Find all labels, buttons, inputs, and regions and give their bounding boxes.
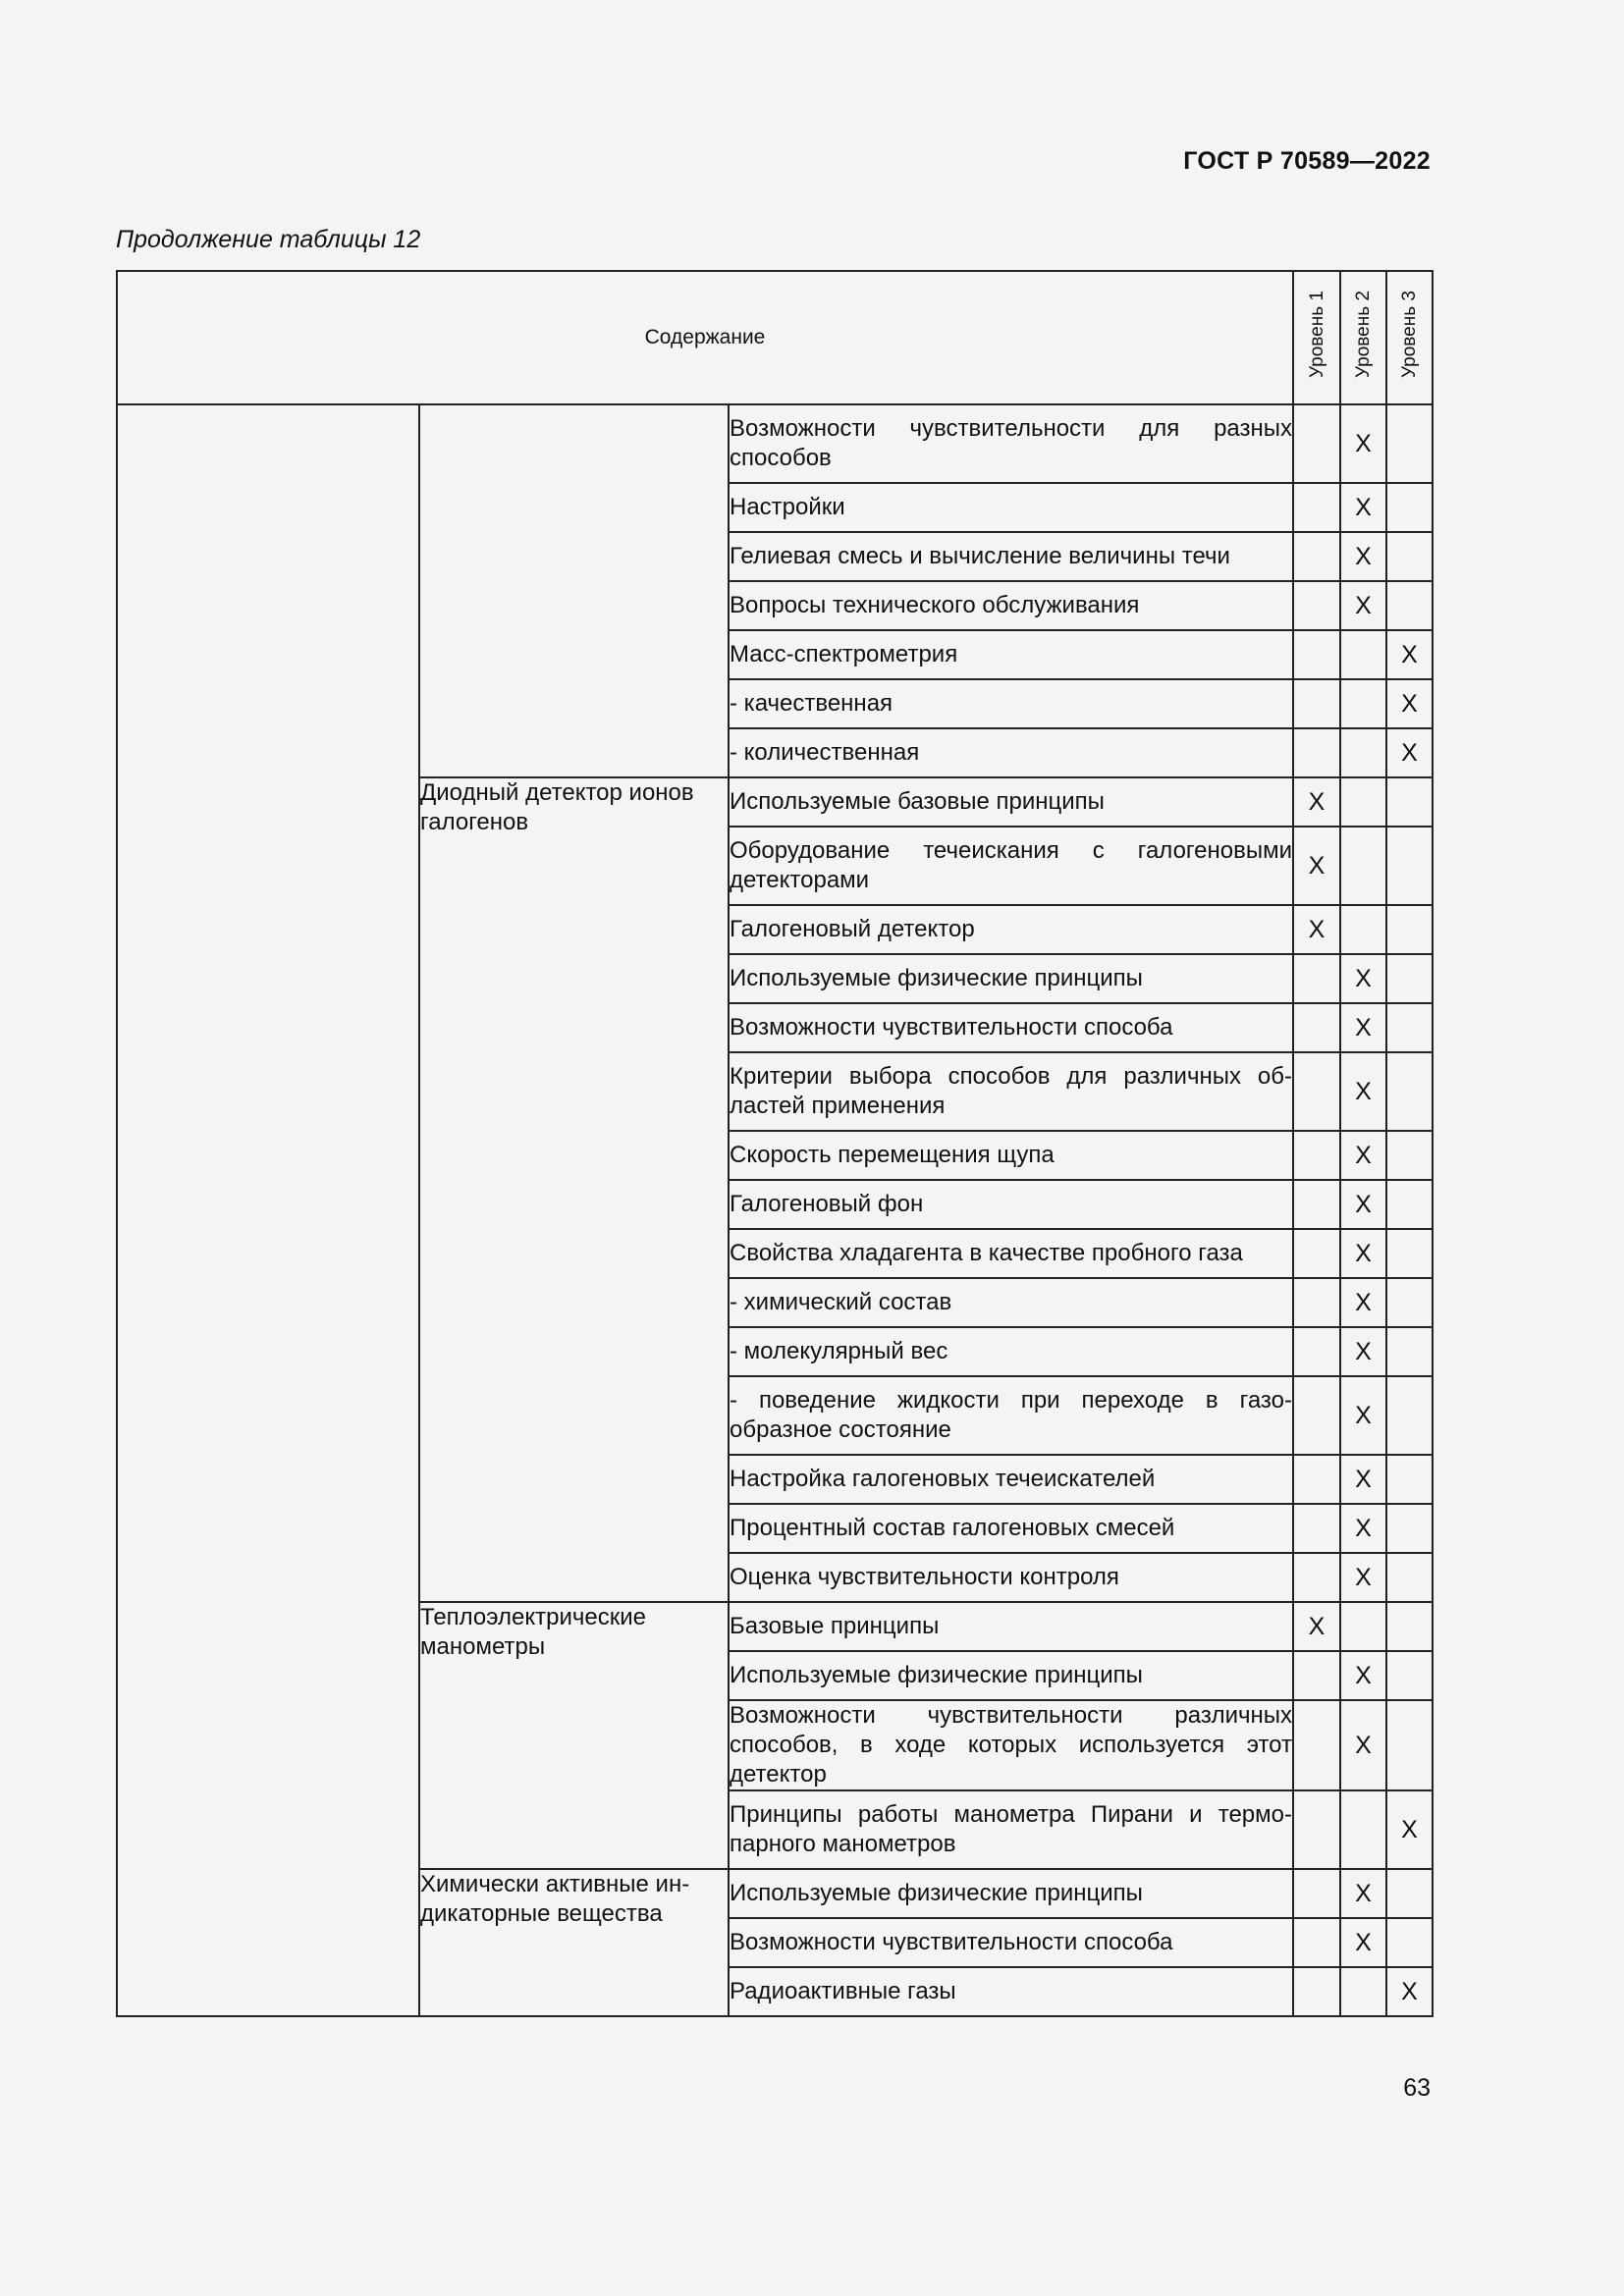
topic-cell: Возможности чувствительности для разных способов — [729, 404, 1293, 483]
level-1-cell — [1293, 1278, 1340, 1327]
topic-cell: Радиоактивные газы — [729, 1967, 1293, 2016]
level-3-cell — [1386, 954, 1433, 1003]
topic-cell: Вопросы технического обслуживания — [729, 581, 1293, 630]
level-mark: X — [1308, 787, 1326, 816]
standard-code: ГОСТ Р 70589—2022 — [1183, 147, 1431, 175]
level-mark: X — [1355, 1563, 1372, 1591]
level-2-cell — [1340, 581, 1386, 630]
level-mark: X — [1355, 542, 1372, 570]
group-label: Теплоэлектрические манометры — [419, 1602, 729, 1869]
topic-cell: Используемые физические принципы — [729, 1651, 1293, 1700]
group-label: Химически активные ин-дикаторные вещества — [419, 1869, 729, 2016]
level-mark: X — [1355, 1077, 1372, 1105]
level-mark: X — [1355, 1337, 1372, 1365]
level-3-cell — [1386, 1278, 1433, 1327]
level-2-cell — [1340, 630, 1386, 679]
topic-cell: Возможности чувствительности способа — [729, 1918, 1293, 1967]
level-2-cell — [1340, 1052, 1386, 1131]
level-1-cell — [1293, 532, 1340, 581]
level-mark: X — [1401, 640, 1418, 668]
topic-cell: Скорость перемещения щупа — [729, 1131, 1293, 1180]
level-2-cell — [1340, 1869, 1386, 1918]
level-2-cell — [1340, 905, 1386, 954]
level-2-cell — [1340, 1504, 1386, 1553]
topic-cell: Масс-спектрометрия — [729, 630, 1293, 679]
level-mark: X — [1401, 1977, 1418, 2005]
level-2-cell — [1340, 1602, 1386, 1651]
topic-cell: Свойства хладагента в качестве пробного газа — [729, 1229, 1293, 1278]
level-1-cell — [1293, 630, 1340, 679]
table-row — [117, 404, 1433, 483]
level-mark: X — [1355, 1288, 1372, 1316]
level-1-cell — [1293, 954, 1340, 1003]
table-body — [117, 404, 1433, 2016]
level-1-cell — [1293, 1229, 1340, 1278]
topic-cell: Используемые физические принципы — [729, 1869, 1293, 1918]
level-mark: X — [1401, 1815, 1418, 1843]
level-1-cell — [1293, 1327, 1340, 1376]
level-1-cell — [1293, 1967, 1340, 2016]
level-mark: X — [1355, 1141, 1372, 1169]
level-mark: X — [1355, 964, 1372, 992]
level-3-cell — [1386, 1602, 1433, 1651]
level-1-cell — [1293, 905, 1340, 954]
topic-cell: - химический состав — [729, 1278, 1293, 1327]
level-2-cell — [1340, 1700, 1386, 1790]
level-1-cell — [1293, 1602, 1340, 1651]
level-mark: X — [1355, 429, 1372, 457]
level-3-cell — [1386, 1967, 1433, 2016]
level-mark: X — [1401, 738, 1418, 767]
table-header-row — [117, 271, 1433, 404]
topic-cell: - молекулярный вес — [729, 1327, 1293, 1376]
level-1-cell — [1293, 1180, 1340, 1229]
level-1-cell — [1293, 581, 1340, 630]
level-3-cell — [1386, 777, 1433, 827]
topic-cell: Галогеновый детектор — [729, 905, 1293, 954]
level-2-cell — [1340, 483, 1386, 532]
level-1-cell — [1293, 483, 1340, 532]
level-3-cell — [1386, 404, 1433, 483]
section-cell — [117, 404, 419, 2016]
level-3-cell — [1386, 483, 1433, 532]
level-3-cell — [1386, 1376, 1433, 1455]
header-level-1: Уровень 1 — [1293, 271, 1340, 404]
level-2-cell — [1340, 954, 1386, 1003]
level-1-cell — [1293, 1131, 1340, 1180]
level-mark: X — [1355, 1661, 1372, 1689]
level-2-cell — [1340, 404, 1386, 483]
header-content: Содержание — [117, 271, 1293, 404]
topic-cell: Настройки — [729, 483, 1293, 532]
topic-cell: Используемые физические принципы — [729, 954, 1293, 1003]
level-2-cell — [1340, 1918, 1386, 1967]
level-2-cell — [1340, 827, 1386, 905]
level-2-cell — [1340, 1180, 1386, 1229]
level-3-cell — [1386, 1052, 1433, 1131]
level-3-cell — [1386, 1869, 1433, 1918]
level-1-cell — [1293, 777, 1340, 827]
level-1-cell — [1293, 1003, 1340, 1052]
level-3-cell — [1386, 679, 1433, 728]
level-1-cell — [1293, 728, 1340, 777]
level-2-cell — [1340, 1131, 1386, 1180]
level-3-cell — [1386, 1229, 1433, 1278]
level-2-cell — [1340, 1278, 1386, 1327]
header-level-3: Уровень 3 — [1386, 271, 1433, 404]
level-1-cell — [1293, 1790, 1340, 1869]
level-mark: X — [1308, 851, 1326, 880]
group-label — [419, 404, 729, 777]
topic-cell: Оборудование течеискания с галогеновыми детекторами — [729, 827, 1293, 905]
level-2-cell — [1340, 1790, 1386, 1869]
level-mark: X — [1355, 1190, 1372, 1218]
level-3-cell — [1386, 630, 1433, 679]
topic-cell: Оценка чувствительности контроля — [729, 1553, 1293, 1602]
level-1-cell — [1293, 1052, 1340, 1131]
level-1-cell — [1293, 827, 1340, 905]
level-2-cell — [1340, 1003, 1386, 1052]
level-mark: X — [1355, 1239, 1372, 1267]
topic-cell: - качественная — [729, 679, 1293, 728]
level-2-cell — [1340, 679, 1386, 728]
level-mark: X — [1355, 1879, 1372, 1907]
level-3-cell — [1386, 1700, 1433, 1790]
level-3-cell — [1386, 1131, 1433, 1180]
level-1-cell — [1293, 1869, 1340, 1918]
level-3-cell — [1386, 581, 1433, 630]
level-mark: X — [1308, 1612, 1326, 1640]
level-mark: X — [1355, 1013, 1372, 1041]
level-1-cell — [1293, 1455, 1340, 1504]
topic-cell: Галогеновый фон — [729, 1180, 1293, 1229]
topic-cell: Используемые базовые принципы — [729, 777, 1293, 827]
level-2-cell — [1340, 1376, 1386, 1455]
topic-cell: Принципы работы манометра Пирани и термо-парного манометров — [729, 1790, 1293, 1869]
topic-cell: Гелиевая смесь и вычисление величины течи — [729, 532, 1293, 581]
level-2-cell — [1340, 532, 1386, 581]
page-number: 63 — [1403, 2074, 1431, 2102]
level-3-cell — [1386, 1455, 1433, 1504]
level-2-cell — [1340, 1455, 1386, 1504]
level-2-cell — [1340, 728, 1386, 777]
level-mark: X — [1355, 591, 1372, 619]
topic-cell: Базовые принципы — [729, 1602, 1293, 1651]
topic-cell: Настройка галогеновых течеискателей — [729, 1455, 1293, 1504]
level-1-cell — [1293, 1553, 1340, 1602]
level-mark: X — [1308, 915, 1326, 943]
header-level-2: Уровень 2 — [1340, 271, 1386, 404]
level-1-cell — [1293, 1504, 1340, 1553]
topic-cell: - поведение жидкости при переходе в газо-образное состояние — [729, 1376, 1293, 1455]
level-1-cell — [1293, 1651, 1340, 1700]
content-table — [116, 270, 1434, 2017]
topic-cell: - количественная — [729, 728, 1293, 777]
level-mark: X — [1355, 1731, 1372, 1759]
level-mark: X — [1355, 1465, 1372, 1493]
topic-cell: Возможности чувствительности различных способов, в ходе которых используется этот детектор — [729, 1700, 1293, 1790]
topic-cell: Критерии выбора способов для различных об-ластей применения — [729, 1052, 1293, 1131]
level-1-cell — [1293, 404, 1340, 483]
level-mark: X — [1355, 1401, 1372, 1429]
level-3-cell — [1386, 1180, 1433, 1229]
level-3-cell — [1386, 1327, 1433, 1376]
level-mark: X — [1401, 689, 1418, 718]
level-2-cell — [1340, 1553, 1386, 1602]
level-1-cell — [1293, 1918, 1340, 1967]
level-1-cell — [1293, 1700, 1340, 1790]
level-2-cell — [1340, 1651, 1386, 1700]
level-2-cell — [1340, 1229, 1386, 1278]
level-1-cell — [1293, 679, 1340, 728]
level-2-cell — [1340, 1967, 1386, 2016]
topic-cell: Процентный состав галогеновых смесей — [729, 1504, 1293, 1553]
level-3-cell — [1386, 905, 1433, 954]
level-2-cell — [1340, 1327, 1386, 1376]
level-3-cell — [1386, 1651, 1433, 1700]
table-caption: Продолжение таблицы 12 — [116, 226, 421, 253]
topic-cell: Возможности чувствительности способа — [729, 1003, 1293, 1052]
level-mark: X — [1355, 1514, 1372, 1542]
level-3-cell — [1386, 1003, 1433, 1052]
level-1-cell — [1293, 1376, 1340, 1455]
level-3-cell — [1386, 1918, 1433, 1967]
level-mark: X — [1355, 1928, 1372, 1956]
level-3-cell — [1386, 1790, 1433, 1869]
level-3-cell — [1386, 1504, 1433, 1553]
group-label: Диодный детектор ионов галогенов — [419, 777, 729, 1602]
level-2-cell — [1340, 777, 1386, 827]
level-mark: X — [1355, 493, 1372, 521]
level-3-cell — [1386, 728, 1433, 777]
level-3-cell — [1386, 532, 1433, 581]
level-3-cell — [1386, 827, 1433, 905]
level-3-cell — [1386, 1553, 1433, 1602]
